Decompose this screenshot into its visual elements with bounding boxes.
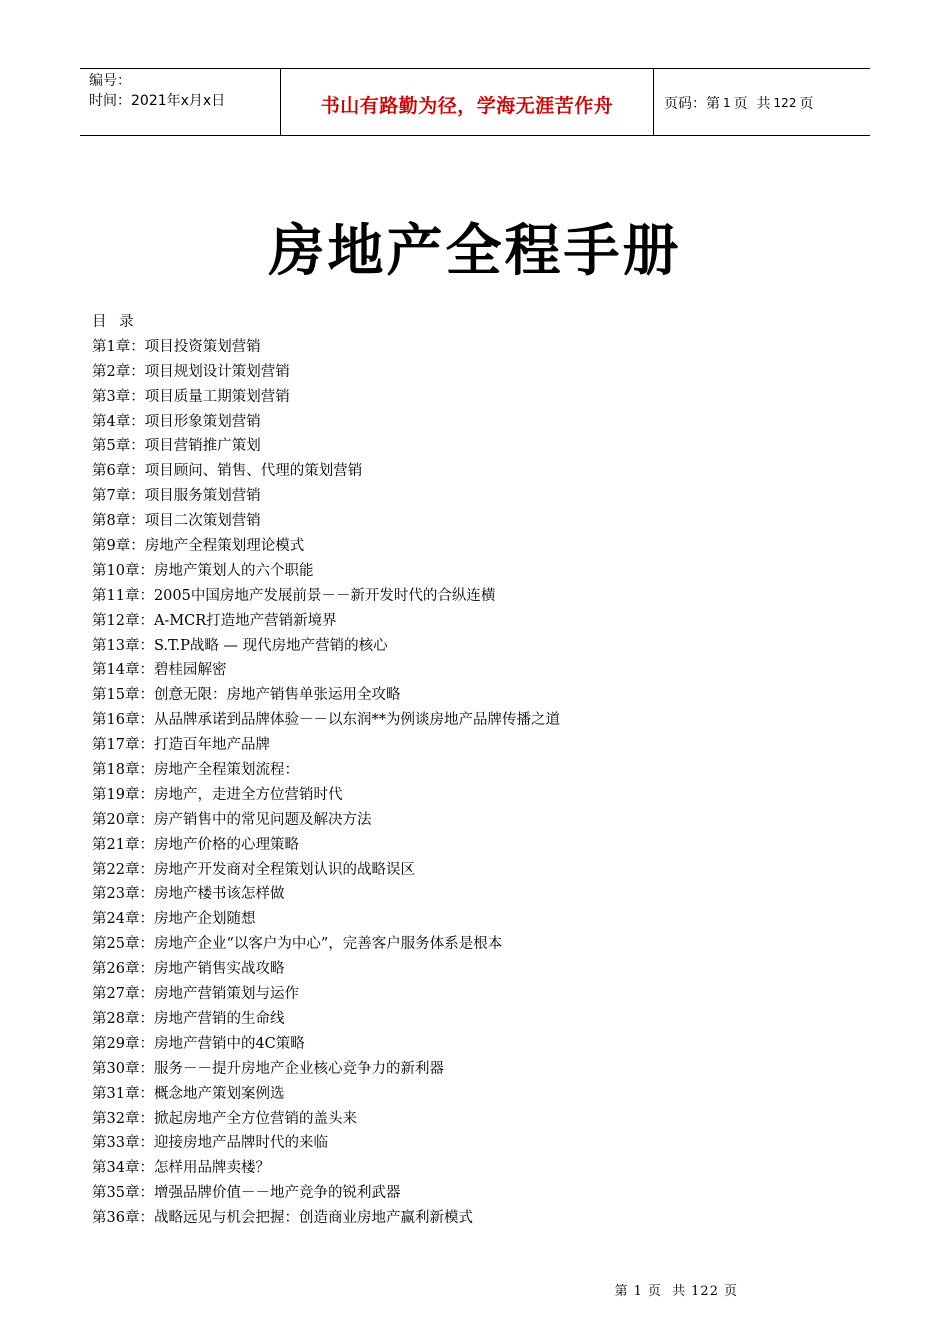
toc-chapter-item: 第1章：项目投资策划营销 bbox=[92, 338, 261, 355]
toc-chapter-item: 第18章：房地产全程策划流程： bbox=[92, 762, 299, 779]
header-info-cell bbox=[80, 69, 281, 135]
footer-total: 122 bbox=[691, 1284, 719, 1299]
page-total: 122 bbox=[773, 96, 797, 110]
page-footer bbox=[0, 1280, 738, 1299]
toc-chapter-item: 第34章：怎样用品牌卖楼？ bbox=[92, 1160, 270, 1177]
motto-text: 书山有路勤为径，学海无涯苦作舟 bbox=[320, 94, 614, 117]
page-middle: 页 共 bbox=[733, 96, 771, 112]
footer-prefix: 第 bbox=[614, 1284, 629, 1299]
toc-chapter-item: 第29章：房地产营销中的4C策略 bbox=[92, 1035, 305, 1052]
toc-chapter-item: 第31章：概念地产策划案例选 bbox=[92, 1085, 285, 1102]
toc-chapter-item: 第26章：房地产销售实战攻略 bbox=[92, 961, 285, 978]
toc-chapter-item: 第5章：项目营销推广策划 bbox=[92, 438, 261, 455]
footer-current: 1 bbox=[633, 1284, 643, 1299]
toc-chapter-item: 第36章：战略远见与机会把握：创造商业房地产赢利新模式 bbox=[92, 1210, 473, 1227]
toc-chapter-item: 第35章：增强品牌价值－－地产竞争的锐利武器 bbox=[92, 1185, 401, 1202]
toc-chapter-item: 第16章：从品牌承诺到品牌体验－－以东润**为例谈房地产品牌传播之道 bbox=[92, 712, 560, 729]
footer-middle: 页 共 bbox=[647, 1284, 687, 1299]
table-of-contents bbox=[92, 310, 892, 1231]
toc-chapter-item: 第15章：创意无限：房地产销售单张运用全攻略 bbox=[92, 687, 401, 704]
toc-chapter-item: 第33章：迎接房地产品牌时代的来临 bbox=[92, 1135, 328, 1152]
toc-chapter-item: 第8章：项目二次策划营销 bbox=[92, 513, 261, 530]
serial-label: 编号： bbox=[89, 73, 131, 89]
time-label: 时间：2021年x月x日 bbox=[89, 93, 226, 109]
toc-chapter-item: 第11章：2005中国房地产发展前景－－新开发时代的合纵连横 bbox=[92, 587, 496, 604]
toc-chapter-item: 第4章：项目形象策划营销 bbox=[92, 413, 261, 430]
document-title: 房地产全程手册 bbox=[268, 219, 682, 284]
toc-chapter-item: 第6章：项目顾问、销售、代理的策划营销 bbox=[92, 463, 363, 480]
toc-chapter-list bbox=[92, 335, 892, 1231]
toc-chapter-item: 第28章：房地产营销的生命线 bbox=[92, 1010, 285, 1027]
toc-chapter-item: 第10章：房地产策划人的六个职能 bbox=[92, 562, 314, 579]
toc-chapter-item: 第23章：房地产楼书该怎样做 bbox=[92, 886, 285, 903]
toc-chapter-item: 第9章：房地产全程策划理论模式 bbox=[92, 538, 305, 555]
page-suffix: 页 bbox=[799, 96, 814, 112]
page-prefix: 页码：第 bbox=[664, 96, 720, 112]
header-page-cell bbox=[654, 69, 870, 135]
toc-chapter-item: 第25章：房地产企业“以客户为中心”，完善客户服务体系是根本 bbox=[92, 936, 503, 953]
toc-chapter-item: 第21章：房地产价格的心理策略 bbox=[92, 836, 299, 853]
toc-chapter-item: 第22章：房地产开发商对全程策划认识的战略误区 bbox=[92, 861, 415, 878]
toc-chapter-item: 第32章：掀起房地产全方位营销的盖头来 bbox=[92, 1110, 357, 1127]
toc-chapter-item: 第17章：打造百年地产品牌 bbox=[92, 737, 270, 754]
header-table bbox=[80, 68, 870, 136]
toc-chapter-item: 第27章：房地产营销策划与运作 bbox=[92, 986, 299, 1003]
toc-chapter-item: 第2章：项目规划设计策划营销 bbox=[92, 363, 290, 380]
toc-chapter-item: 第19章：房地产，走进全方位营销时代 bbox=[92, 786, 343, 803]
toc-chapter-item: 第7章：项目服务策划营销 bbox=[92, 488, 261, 505]
page-current: 1 bbox=[723, 96, 731, 110]
footer-suffix: 页 bbox=[723, 1284, 738, 1299]
toc-heading: 目 录 bbox=[92, 314, 138, 330]
header-motto-cell bbox=[281, 69, 654, 135]
toc-chapter-item: 第12章：A-MCR打造地产营销新境界 bbox=[92, 612, 337, 629]
toc-chapter-item: 第14章：碧桂园解密 bbox=[92, 662, 227, 679]
toc-chapter-item: 第30章：服务－－提升房地产企业核心竞争力的新利器 bbox=[92, 1060, 444, 1077]
toc-chapter-item: 第13章：S.T.P战略 — 现代房地产营销的核心 bbox=[92, 637, 388, 654]
toc-chapter-item: 第20章：房产销售中的常见问题及解决方法 bbox=[92, 811, 372, 828]
toc-chapter-item: 第3章：项目质量工期策划营销 bbox=[92, 388, 290, 405]
toc-chapter-item: 第24章：房地产企划随想 bbox=[92, 911, 256, 928]
